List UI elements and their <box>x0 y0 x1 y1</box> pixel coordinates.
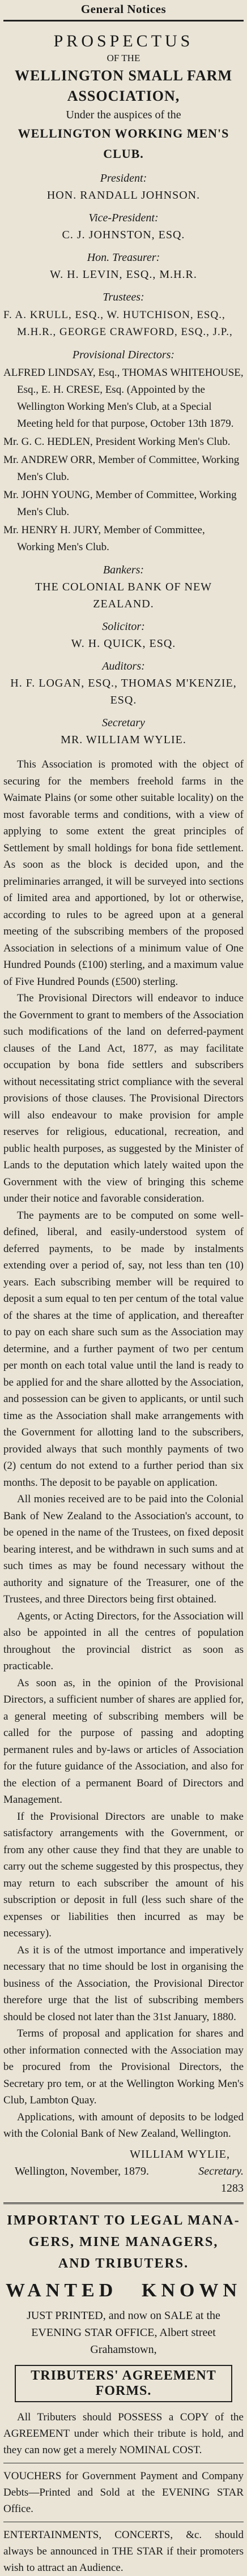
vice-president-name: C. J. JOHNSTON, ESQ. <box>62 229 185 241</box>
solicitor-name: W. H. QUICK, ESQ. <box>71 637 176 650</box>
section-title: General Notices <box>80 2 167 16</box>
paragraph: Applications, with amount of deposits to be lodged with the Colonial Bank of New Zealand, Wellington. <box>3 2111 244 2140</box>
treasurer-heading: Hon. Treasurer: <box>87 251 160 264</box>
notice-headline-3: AND TRIBUTERS. <box>58 2256 189 2271</box>
tributers-body: All Tributers should POSSESS a COPY of the AGREEMENT under which their tribute is hold, and they can now get a merely NOMINAL COST. <box>3 2411 244 2456</box>
paragraph: As soon as, in the opinion of the Provisional Directors, a sufficient number of shares are applied for, a general meeting of subscribing members will be called for the purpose of passing and adopting permanent rules and by-laws or articles of Association for the future guidance of the Association, and also for the election of a permanent Board of Directors and Management. <box>3 1677 244 1806</box>
prospectus-notice <box>3 32 244 2197</box>
director-entry-2: Mr. G. C. HEDLEN, President Working Men's Club. <box>3 436 231 448</box>
wanted-word: WANTED <box>6 2279 118 2301</box>
vouchers-notice <box>3 2468 244 2517</box>
paragraph: This Association is promoted with the object of securing for the members freehold farms in the Waimate Plains (or some other suitable locality) on the most favorable terms and conditions, with a view of applying to some extent the great principles of Settlement by small holdings for bona fide settlement. As soon as the block is decided upon, and the preliminaries arranged, it will be surveyed into sections of limited area and apportioned, by lot or otherwise, according to rules to be agreed upon at a general meeting of the subscribing members of the proposed Association in selections of a minimum value of One Hundred Pounds (£100) sterling, and a maximum value of Five Hundred Pounds (£500) sterling. <box>3 758 244 988</box>
directors-heading: Provisional Directors: <box>72 349 175 361</box>
paragraph: If the Provisional Directors are unable to make satisfactory arrangements with the Government, or from any other cause they find that they are unable to carry out the scheme suggested by this prospectus, they may return to each subscriber the amount of his subscription or deposit in full (less such share of the expenses or liabilities then incurred as may be necessary). <box>3 1810 244 1939</box>
reference-number: 1283 <box>221 2181 244 2194</box>
signature-block <box>3 2163 244 2180</box>
printed-line: JUST PRINTED, and now on SALE at the EVENING STAR OFFICE, Albert street Grahamstown, <box>27 2309 220 2356</box>
president-name: HON. RANDALL JOHNSON. <box>46 189 201 202</box>
known-word: KNOWN <box>142 2279 241 2301</box>
newspaper-page <box>3 0 244 2576</box>
wanted-known-banner <box>3 2274 244 2307</box>
director-entry-1: ALFRED LINDSAY, Esq., THOMAS WHITEHOUSE, Esq., E. H. CRESE, Esq. (Appointed by the Wellington Working Men's Club, at a Special Meeting held for that purpose, October 13th 1879. <box>3 367 244 430</box>
club-name: WELLINGTON WORKING MEN'S CLUB. <box>18 126 229 161</box>
entertainments-notice <box>3 2527 244 2576</box>
auditors-names: H. F. LOGAN, ESQ., THOMAS M'KENZIE, ESQ. <box>10 677 237 706</box>
notice-headline-1: IMPORTANT TO LEGAL MANA- <box>7 2213 240 2228</box>
trustees-heading: Trustees: <box>103 291 144 303</box>
vice-president-heading: Vice-President: <box>88 212 159 224</box>
director-entry-5: Mr. HENRY H. JURY, Member of Committee, Working Men's Club. <box>3 524 205 553</box>
tributers-notice <box>3 2210 244 2458</box>
association-name: WELLINGTON SMALL FARM <box>14 67 233 84</box>
paragraph: The payments are to be computed on some well-defined, liberal, and easily-understood system of deferred payments, to be made by instalments extending over a period of, say, not less than ten (10) years. Each subscribing member will be required to deposit a sum equal to ten per centum of the total value of the shares at the time of application, and thereafter to pay on each share such sum as the Association may determine, and a further payment of two per centum per month on each total value until the land is ready to be applied for and the share allotted by the Association, and possession can be given to applicants, or until such time as the Association shall make arrangements with the Government for allotting land to the subscribers, provided always that such monthly payments of two (2) centum do not extend to a further period than six months. The deposit to be payable on application. <box>3 1209 244 1489</box>
association-name-2: ASSOCIATION, <box>67 88 180 104</box>
paragraph: All monies received are to be paid into the Colonial Bank of New Zealand to the Association's account, to be opened in the name of the Trustees, on fixed deposit bearing interest, and be withdrawn in such sums and at such times as may be found necessary without the authority and signature of the Treasurer, one of the Trustees, and three Directors being first obtained. <box>3 1493 244 1605</box>
bankers-name: THE COLONIAL BANK OF NEW ZEALAND. <box>35 581 212 610</box>
solicitor-heading: Solicitor: <box>102 620 145 633</box>
entertainments-text: ENTERTAINMENTS, CONCERTS, &c. should always be announced in THE STAR if their promoters wish to attract an Audience. <box>3 2528 244 2574</box>
secretary-name: MR. WILLIAM WYLIE. <box>61 734 186 746</box>
trustees-list: F. A. KRULL, ESQ., W. HUTCHISON, ESQ., M.H.R., GEORGE CRAWFORD, ESQ., J.P., <box>3 309 233 338</box>
director-entry-4: Mr. JOHN YOUNG, Member of Committee, Working Men's Club. <box>3 489 237 518</box>
notice-separator <box>3 2202 244 2204</box>
prospectus-heading: PROSPECTUS <box>53 32 194 50</box>
treasurer-name: W. H. LEVIN, ESQ., M.H.R. <box>50 268 197 281</box>
section-rule <box>3 20 244 22</box>
auditors-heading: Auditors: <box>102 660 145 672</box>
paragraph: Terms of proposal and application for shares and other information connected with the Association may be procured from the Provisional Directors, the Secretary pro tem, or at the Wellington Working Men's Club, Lambton Quay. <box>3 2028 244 2106</box>
vouchers-text: VOUCHERS for Government Payment and Company Debts—Printed and Sold at the EVENING STAR Office. <box>3 2470 244 2515</box>
signer-name: WILLIAM WYLIE, <box>130 2148 230 2161</box>
auspices-line: Under the auspices of the <box>66 109 181 121</box>
tributers-forms-label: TRIBUTERS' AGREEMENT FORMS. <box>15 2365 232 2402</box>
paragraph: Agents, or Acting Directors, for the Association will also be appointed in all the centres of population throughout the provincial district as soon as practicable. <box>3 1610 244 1672</box>
notice-headline-2: GERS, MINE MANAGERS, <box>28 2234 219 2249</box>
paragraph: As it is of the utmost importance and imperatively necessary that no time should be lost in organising the business of the Association, the Provisional Director therefore urge that the list of subscribing members should be closed not later than the 31st January, 1880. <box>3 1944 244 2023</box>
director-entry-3: Mr. ANDREW ORR, Member of Committee, Working Men's Club. <box>3 454 240 483</box>
paragraph: The Provisional Directors will endeavor to induce the Government to grant to members of the Association such modifications of the land on deferred-payment clauses of the Land Act, 1877, as may facilitate occupation by bona fide settlers and subscribers without necessitating strict compliance with the several provisions of those clauses. The Provisional Directors will also endeavour to make provision for ample reserves for religious, educational, recreation, and public health purposes, as suggested by the Minister of Lands to the deputation which lately waited upon the Government with the view of bringing this scheme under their notice and favorable consideration. <box>3 992 244 1205</box>
bankers-heading: Bankers: <box>103 564 144 576</box>
signer-title: Secretary. <box>198 2164 244 2178</box>
date-line: Wellington, November, 1879. <box>15 2164 149 2178</box>
of-the-label: OF THE <box>107 53 140 63</box>
president-heading: President: <box>100 172 147 185</box>
secretary-heading: Secretary <box>102 717 145 729</box>
